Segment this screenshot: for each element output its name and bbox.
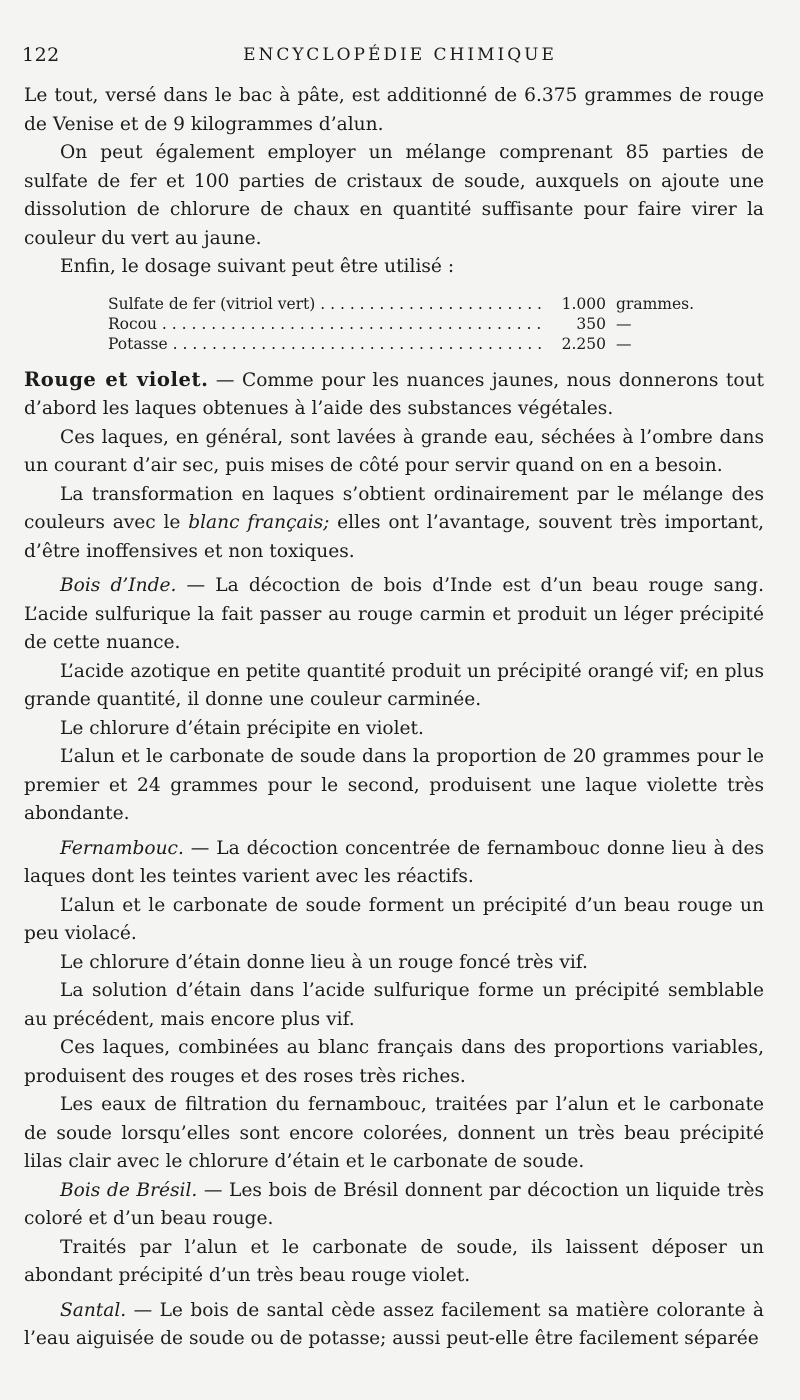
recipe-ingredient: Sulfate de fer (vitriol vert) . . . <box>108 294 546 314</box>
recipe-unit: grammes. <box>616 294 695 313</box>
subsection-paragraph <box>24 1177 764 1234</box>
recipe-unit: — <box>616 334 632 353</box>
paragraph: L’acide azotique en petite quantité produit un précipité orangé vif; en plus grande quantité, il donne une couleur carminée. <box>24 660 764 710</box>
subsection-paragraph <box>24 572 764 658</box>
paragraph: L’alun et le carbonate de soude dans la proportion de 20 grammes pour le premier et 24 grammes pour le second, produisent une laque violette très abondante. <box>24 746 764 824</box>
paragraph: La solution d’étain dans l’acide sulfurique forme un précipité semblable au précédent, mais encore plus vif. <box>24 980 764 1030</box>
recipe-quantity: 350 <box>576 314 606 333</box>
paragraph: Le chlorure d’étain donne lieu à un rouge foncé très vif. <box>60 951 588 973</box>
recipe-quantity: 1.000 <box>561 294 606 313</box>
recipe-row <box>108 294 764 314</box>
paragraph-text: La transformation en laques s’obtient ordinairement par le mélange des couleurs avec le <box>24 483 764 533</box>
section-title: Rouge et violet. <box>24 367 209 391</box>
recipe-unit: — <box>616 314 632 333</box>
paragraph: Ces laques, combinées au blanc français dans des proportions variables, produisent des rouges et des roses très riches. <box>24 1037 764 1087</box>
subsection-paragraph <box>24 835 764 892</box>
page-number: 122 <box>22 44 60 66</box>
paragraph <box>24 481 764 567</box>
running-title: ENCYCLOPÉDIE CHIMIQUE <box>243 45 557 65</box>
subsection-term: Fernambouc. <box>60 837 184 859</box>
recipe-table <box>108 294 764 354</box>
paragraph: Le chlorure d’étain précipite en violet. <box>60 717 424 739</box>
page-header <box>22 44 778 70</box>
paragraph: Enfin, le dosage suivant peut être utilisé : <box>60 256 455 277</box>
paragraph: Le tout, versé dans le bac à pâte, est additionné de 6.375 grammes de rouge de Venise et de 9 kilogrammes d’alun. <box>24 85 764 135</box>
emphasis: blanc français; <box>188 512 330 533</box>
paragraph-text: — Les bois de Brésil donnent par décoction un liquide très coloré et d’un beau rouge. <box>24 1179 764 1229</box>
recipe-quantity: 2.250 <box>561 334 606 353</box>
subsection-term: Bois de Brésil. <box>60 1179 198 1201</box>
recipe-row <box>108 314 764 334</box>
recipe-ingredient: Rocou . . . <box>108 314 546 334</box>
subsection-term: Bois d’Inde. <box>60 575 177 596</box>
paragraph: Les eaux de filtration du fernambouc, traitées par l’alun et le carbonate de soude lorsqu’elles sont encore colorées, donnent un très beau précipité lilas clair avec le chlorure d’étain et le carbonate de soude. <box>24 1094 764 1172</box>
subsection-paragraph <box>24 1297 764 1354</box>
subsection-term: Santal. <box>60 1299 127 1321</box>
paragraph-text: — La décoction de bois d’Inde est d’un beau rouge sang. L’acide sulfurique la fait passer au rouge carmin et produit un léger précipité de cette nuance. <box>24 575 764 653</box>
page-body <box>24 82 764 1354</box>
paragraph: Traités par l’alun et le carbonate de soude, ils laissent déposer un abondant précipité d’un très beau rouge violet. <box>24 1236 764 1286</box>
recipe-ingredient: Potasse . . . <box>108 334 546 354</box>
paragraph-text: — La décoction concentrée de fernambouc donne lieu à des laques dont les teintes varient avec les réactifs. <box>24 837 764 887</box>
section-intro: — Comme pour les nuances jaunes, nous donnerons tout d’abord les laques obtenues à l’aide des substances végétales. <box>24 369 764 419</box>
paragraph-text: — Le bois de santal cède assez facilement sa matière colorante à l’eau aiguisée de soude ou de potasse; aussi peut-elle être facilement séparée <box>24 1299 764 1349</box>
paragraph: Ces laques, en général, sont lavées à grande eau, séchées à l’ombre dans un courant d’air sec, puis mises de côté pour servir quand on en a besoin. <box>24 426 764 476</box>
paragraph-text: elles ont l’avantage, souvent très important, d’être inoffensives et non toxiques. <box>24 512 764 562</box>
recipe-row <box>108 334 764 354</box>
paragraph: On peut également employer un mélange comprenant 85 parties de sulfate de fer et 100 parties de cristaux de soude, auxquels on ajoute une dissolution de chlorure de chaux en quantité suffisante pour faire virer la couleur du vert au jaune. <box>24 142 764 249</box>
section-paragraph <box>24 366 764 424</box>
paragraph: L’alun et le carbonate de soude forment un précipité d’un beau rouge un peu violacé. <box>24 894 764 944</box>
